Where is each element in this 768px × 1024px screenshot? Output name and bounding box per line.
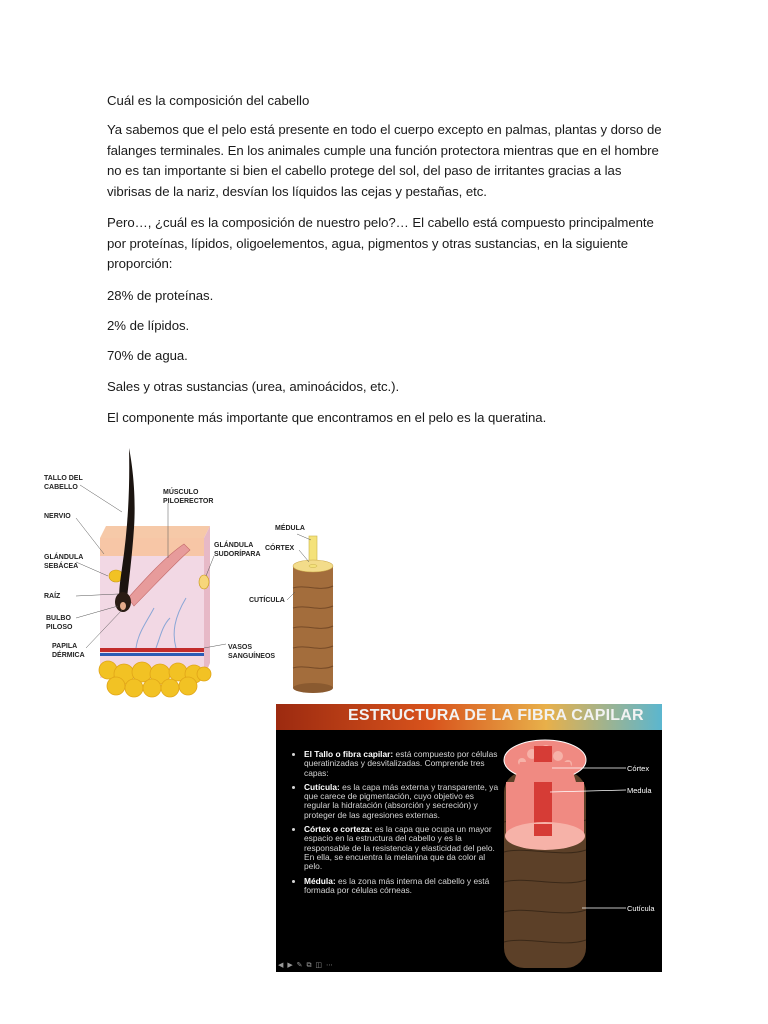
label-vasos-line1: VASOS xyxy=(228,644,252,651)
list-item: 70% de agua. xyxy=(107,348,188,363)
bullet-cortex: • Córtex o corteza: es la capa que ocupa un mayor espacio en la estructura del cabello y es la responsable de la resistencia y elasticidad del pelo. En ella, se encuentra la melanina que da color al pelo. xyxy=(304,825,499,871)
label-vasos-line2: SANGUÍNEOS xyxy=(228,653,276,660)
diagram-label-cortex: Córtex xyxy=(627,764,650,773)
label-glandula-sebacea-line1: GLÁNDULA xyxy=(44,554,84,561)
label-papila-line2: DÉRMICA xyxy=(52,652,85,659)
list-item: Sales y otras sustancias (urea, aminoácidos, etc.). xyxy=(107,379,400,394)
label-bulbo-line1: BULBO xyxy=(46,615,71,622)
slide-controls[interactable]: ◀ ▶ ✎ ⧉ ◫ ⋯ xyxy=(278,962,334,969)
label-sudoripara-line1: GLÁNDULA xyxy=(214,542,254,549)
label-glandula-sebacea-line2: SEBÁCEA xyxy=(44,563,79,570)
hair-fiber-diagram xyxy=(494,732,662,972)
label-tallo-line2: CABELLO xyxy=(44,484,78,491)
bullet-tallo: • El Tallo o fibra capilar: está compuesto por células queratinizadas y desvitalizadas. Comprende tres capas: xyxy=(304,750,499,778)
label-cortex: CÓRTEX xyxy=(265,545,295,552)
label-musculo-line2: PILOERECTOR xyxy=(163,498,214,505)
list-item: 2% de lípidos. xyxy=(107,318,190,333)
page-title: Cuál es la composición del cabello xyxy=(107,93,310,108)
list-item: 28% de proteínas. xyxy=(107,288,214,303)
paragraph-composition: Pero…, ¿cuál es la composición de nuestro pelo?… El cabello está compuesto principalmente por proteínas, lípidos, oligoelementos, agua, pigmentos y otras sustancias, en la siguiente proporción: xyxy=(107,215,654,272)
label-papila-line1: PAPILA xyxy=(52,643,78,650)
label-sudoripara-line2: SUDORÍPARA xyxy=(214,551,261,558)
slide-title-bar xyxy=(276,704,662,730)
diagram-label-medula: Medula xyxy=(627,786,652,795)
slide-title: ESTRUCTURA DE LA FIBRA CAPILAR xyxy=(348,707,644,724)
paragraph-keratin: El componente más importante que encontramos en el pelo es la queratina. xyxy=(107,410,547,425)
slide-bullets xyxy=(294,750,499,900)
bullet-cuticula: • Cutícula: es la capa más externa y transparente, ya que carece de pigmentación, cuyo objetivo es regular la hidratación (absorción y secreción) y proteger de las agresiones externas. xyxy=(304,783,499,820)
bullet-medula: • Médula: es la zona más interna del cabello y está formada por células córneas. xyxy=(304,877,499,896)
label-nervio: NERVIO xyxy=(44,513,71,520)
label-musculo-line1: MÚSCULO xyxy=(163,489,199,496)
label-cuticula: CUTÍCULA xyxy=(249,597,285,604)
label-tallo-line1: TALLO DEL xyxy=(44,475,83,482)
presentation-slide xyxy=(276,704,662,972)
diagram-label-cuticula: Cutícula xyxy=(627,904,655,913)
label-bulbo-line2: PILOSO xyxy=(46,624,73,631)
paragraph-intro: Ya sabemos que el pelo está presente en todo el cuerpo excepto en palmas, plantas y dorso de falanges terminales. En los animales cumple una función protectora mientras que en el hombre no es tan importante si bien el cabello protege del sol, del paso de irritantes gracias a las vibrisas de la nariz, desvían los líquidos las cejas y pestañas, etc. xyxy=(107,122,662,199)
label-medula: MÉDULA xyxy=(275,525,305,532)
label-raiz: RAÍZ xyxy=(44,593,61,600)
